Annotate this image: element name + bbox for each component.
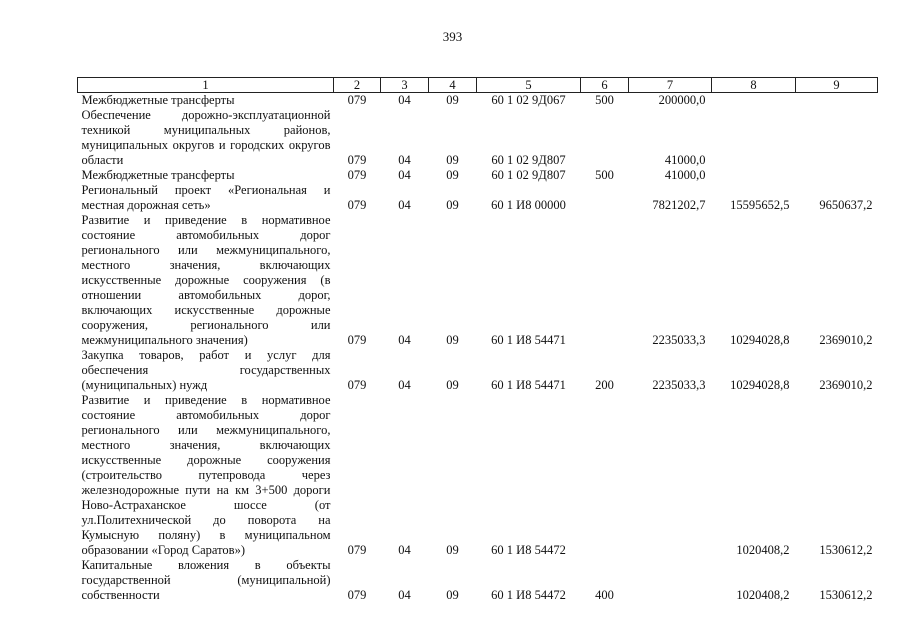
header-cell: 7 bbox=[629, 78, 712, 93]
row-amount-year1: 2235033,3 bbox=[652, 333, 706, 347]
row-code-ministry: 079 bbox=[347, 378, 367, 392]
row-code-expense-type: 500 bbox=[595, 168, 614, 182]
row-code-ministry: 079 bbox=[347, 333, 367, 347]
row-name: Развитие и приведение в нормативное состояние автомобильных дорог регионального или межмуниципального, местного значения, включающих искусственные дорожные сооружения (в отношении автомобильных дорог, включающих искусственные дорожные сооружения, регионального или межмуниципального значения) bbox=[81, 213, 331, 347]
row-amount-year3: 2369010,2 bbox=[819, 378, 873, 392]
row-code-section: 04 bbox=[398, 588, 411, 602]
row-code-expense-type: 200 bbox=[595, 378, 614, 392]
row-name: Обеспечение дорожно-эксплуатационной техникой муниципальных районов, муниципальных округов и городских округов области bbox=[81, 108, 331, 167]
table-row bbox=[78, 93, 878, 109]
row-amount-year1: 7821202,7 bbox=[652, 198, 706, 212]
row-code-section: 04 bbox=[398, 378, 411, 392]
row-code-target: 60 1 И8 00000 bbox=[491, 198, 566, 212]
row-code-section: 04 bbox=[398, 168, 411, 182]
row-code-target: 60 1 И8 54471 bbox=[491, 333, 566, 347]
row-name: Развитие и приведение в нормативное состояние автомобильных дорог регионального или межмуниципального, местного значения, включающих искусственные дорожные сооружения (строительство путепровода через железнодорожные пути на км 3+500 дороги Ново-Астраханское шоссе (от ул.Политехнической до поворота на Кумысную поляну) в муниципальном образовании «Город Саратов») bbox=[81, 393, 331, 557]
header-cell: 3 bbox=[381, 78, 429, 93]
table-row bbox=[78, 213, 878, 348]
row-code-expense-type bbox=[581, 213, 629, 348]
row-code-section: 04 bbox=[398, 153, 411, 167]
row-code-subsection: 09 bbox=[446, 378, 459, 392]
row-amount-year2 bbox=[712, 108, 796, 168]
row-code-ministry: 079 bbox=[347, 153, 367, 167]
table-row bbox=[78, 558, 878, 603]
row-code-target: 60 1 02 9Д807 bbox=[491, 168, 566, 182]
row-code-ministry: 079 bbox=[347, 198, 367, 212]
row-amount-year3: 1530612,2 bbox=[819, 543, 873, 557]
row-code-subsection: 09 bbox=[446, 333, 459, 347]
row-amount-year1: 200000,0 bbox=[658, 93, 706, 107]
page-number: 393 bbox=[442, 29, 463, 44]
table-row bbox=[78, 348, 878, 393]
header-cell: 1 bbox=[78, 78, 334, 93]
row-amount-year2: 10294028,8 bbox=[730, 378, 790, 392]
row-amount-year3: 2369010,2 bbox=[819, 333, 873, 347]
row-name: Межбюджетные трансферты bbox=[81, 168, 235, 182]
row-code-subsection: 09 bbox=[446, 93, 459, 107]
header-cell: 8 bbox=[712, 78, 796, 93]
row-code-target: 60 1 02 9Д807 bbox=[491, 153, 566, 167]
header-cell: 6 bbox=[581, 78, 629, 93]
row-name: Капитальные вложения в объекты государственной (муниципальной) собственности bbox=[81, 558, 331, 602]
row-code-section: 04 bbox=[398, 543, 411, 557]
table-row bbox=[78, 393, 878, 558]
row-code-section: 04 bbox=[398, 333, 411, 347]
row-amount-year2 bbox=[712, 93, 796, 109]
row-amount-year3: 1530612,2 bbox=[819, 588, 873, 602]
header-cell: 5 bbox=[477, 78, 581, 93]
row-code-subsection: 09 bbox=[446, 588, 459, 602]
row-amount-year3 bbox=[796, 108, 878, 168]
row-amount-year3 bbox=[796, 93, 878, 109]
row-code-target: 60 1 И8 54472 bbox=[491, 543, 566, 557]
row-amount-year2: 1020408,2 bbox=[736, 588, 790, 602]
row-amount-year1: 2235033,3 bbox=[652, 378, 706, 392]
row-code-expense-type bbox=[581, 393, 629, 558]
row-code-expense-type: 500 bbox=[595, 93, 614, 107]
row-amount-year2: 15595652,5 bbox=[730, 198, 790, 212]
row-code-section: 04 bbox=[398, 93, 411, 107]
row-amount-year3 bbox=[796, 168, 878, 183]
row-code-target: 60 1 И8 54471 bbox=[491, 378, 566, 392]
row-amount-year2 bbox=[712, 168, 796, 183]
row-code-ministry: 079 bbox=[347, 168, 367, 182]
table-row bbox=[78, 183, 878, 213]
row-name: Региональный проект «Региональная и местная дорожная сеть» bbox=[81, 183, 331, 212]
row-amount-year1: 41000,0 bbox=[664, 168, 706, 182]
row-code-expense-type bbox=[581, 108, 629, 168]
row-amount-year1 bbox=[629, 393, 712, 558]
row-name: Закупка товаров, работ и услуг для обеспечения государственных (муниципальных) нужд bbox=[81, 348, 331, 392]
row-code-section: 04 bbox=[398, 198, 411, 212]
row-code-expense-type bbox=[581, 183, 629, 213]
row-amount-year1: 41000,0 bbox=[664, 153, 706, 167]
row-amount-year2: 1020408,2 bbox=[736, 543, 790, 557]
header-row bbox=[78, 78, 878, 93]
row-amount-year1 bbox=[629, 558, 712, 603]
header-cell: 4 bbox=[429, 78, 477, 93]
row-code-subsection: 09 bbox=[446, 543, 459, 557]
budget-table bbox=[77, 77, 878, 603]
row-code-ministry: 079 bbox=[347, 543, 367, 557]
row-amount-year3: 9650637,2 bbox=[819, 198, 873, 212]
table-row bbox=[78, 168, 878, 183]
row-amount-year2: 10294028,8 bbox=[730, 333, 790, 347]
table-row bbox=[78, 108, 878, 168]
row-code-subsection: 09 bbox=[446, 198, 459, 212]
row-code-ministry: 079 bbox=[347, 588, 367, 602]
header-cell: 2 bbox=[334, 78, 381, 93]
row-code-ministry: 079 bbox=[347, 93, 367, 107]
row-code-expense-type: 400 bbox=[595, 588, 614, 602]
row-code-subsection: 09 bbox=[446, 168, 459, 182]
header-cell: 9 bbox=[796, 78, 878, 93]
row-code-subsection: 09 bbox=[446, 153, 459, 167]
row-name: Межбюджетные трансферты bbox=[81, 93, 235, 107]
row-code-target: 60 1 И8 54472 bbox=[491, 588, 566, 602]
row-code-target: 60 1 02 9Д067 bbox=[491, 93, 566, 107]
